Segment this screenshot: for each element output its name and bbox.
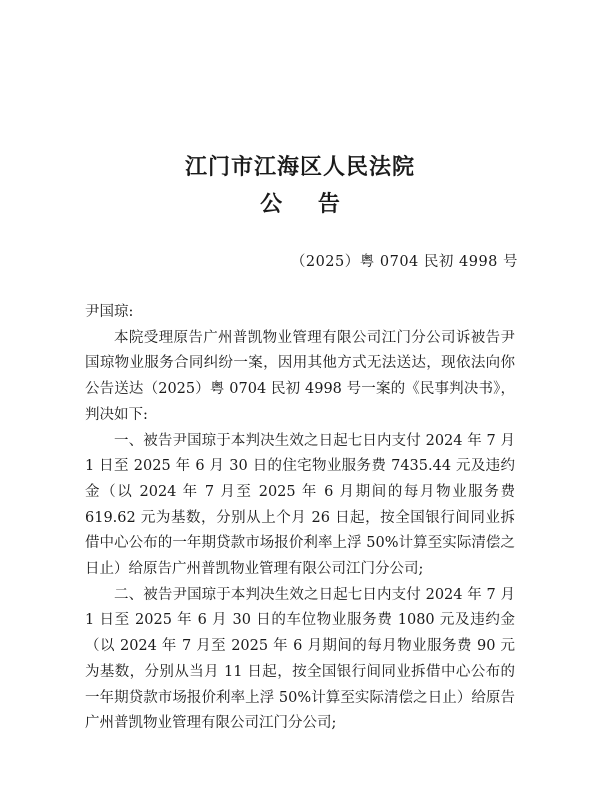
case-number: （2025）粤 0704 民初 4998 号 [290, 254, 518, 270]
paragraph-judgment-item-1: 一、被告尹国琼于本判决生效之日起七日内支付 2024 年 7 月 1 日至 2025 年 6 月 30 日的住宅物业服务费 7435.44 元及违约金（以 2024 年 7 月至 2025 年 6 月期间的每月物业服务费 619.62 元为基数，分别从上个月 26 日起，按全国银行间同业拆借中心公布的一年期贷款市场报价利率上浮 50%计算至实际清偿之日止）给原告广州普凯物业管理有限公司江门分公司; [85, 432, 515, 578]
addressee: 尹国琼: [85, 304, 134, 320]
paragraph-judgment-item-2: 二、被告尹国琼于本判决生效之日起七日内支付 2024 年 7 月 1 日至 2025 年 6 月 30 日的车位物业服务费 1080 元及违约金（以 2024 年 7 月至 2025 年 6 月期间的每月物业服务费 90 元为基数，分别从当月 11 日起，按全国银行间同业拆借中心公布的一年期贷款市场报价利率上浮 50%计算至实际清偿之日止）给原告广州普凯物业管理有限公司江门分公司; [85, 586, 515, 732]
announcement-body [85, 300, 515, 737]
court-name-heading: 江门市江海区人民法院 [184, 154, 415, 180]
paragraph-intro: 本院受理原告广州普凯物业管理有限公司江门分公司诉被告尹国琼物业服务合同纠纷一案，因用其他方式无法送达，现依法向你公告送达（2025）粤 0704 民初 4998 号一案的《民事判决书》，判决如下: [85, 329, 515, 423]
document-type-heading: 公 告 [260, 191, 354, 217]
